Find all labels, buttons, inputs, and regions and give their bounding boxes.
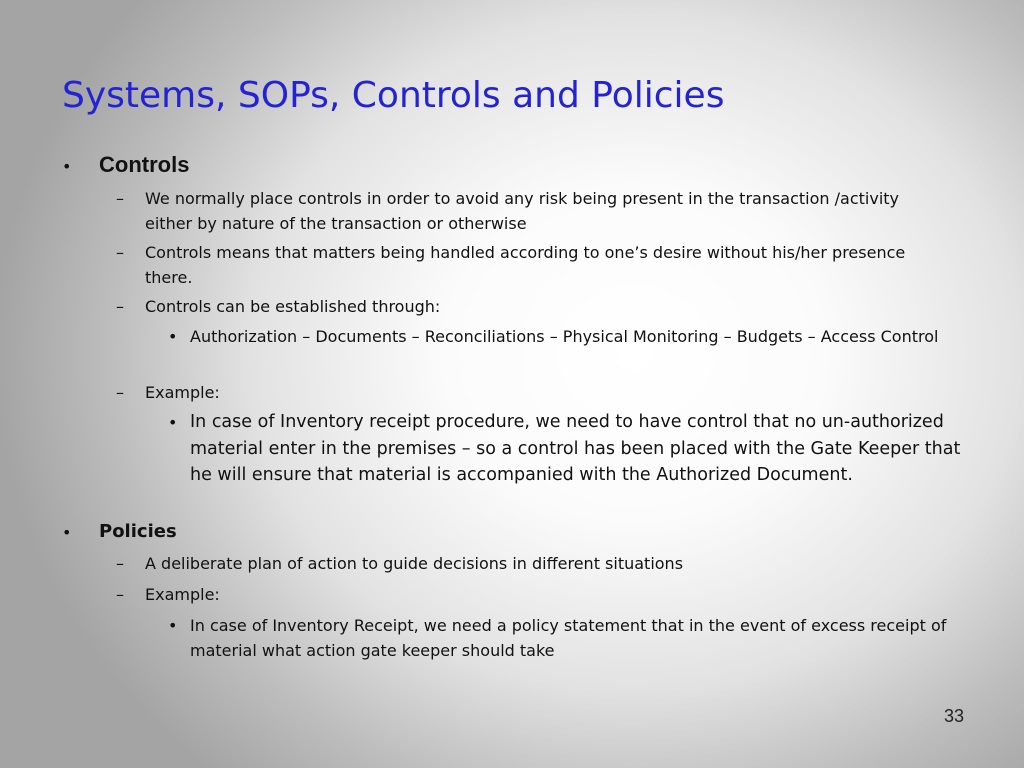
policies-heading: Policies [99, 521, 177, 542]
bullet-marker: • [168, 616, 178, 635]
dash-marker: – [116, 585, 124, 604]
policies-example-text: In case of Inventory Receipt, we need a policy statement that in the event of excess receipt of material what action gate keeper should take [190, 616, 947, 660]
bullet-marker: • [62, 523, 72, 542]
policies-item-1 [116, 551, 946, 576]
page-number: 33 [943, 706, 964, 726]
controls-item-text: Controls means that matters being handled according to one’s desire without his/her presence there. [145, 243, 906, 287]
controls-example [168, 409, 968, 489]
controls-item-3 [116, 294, 946, 319]
bullet-controls [62, 152, 962, 178]
controls-heading: Controls [99, 152, 190, 177]
policies-item-2 [116, 582, 946, 607]
controls-item-2 [116, 240, 946, 290]
controls-item-text: We normally place controls in order to avoid any risk being present in the transaction /activity either by nature of the transaction or otherwise [145, 189, 900, 233]
policies-item-text: A deliberate plan of action to guide decisions in different situations [145, 554, 684, 573]
dash-marker: – [116, 383, 124, 402]
bullet-marker: • [168, 327, 178, 346]
bullet-marker: • [168, 413, 178, 432]
slide-title: Systems, SOPs, Controls and Policies [62, 75, 725, 116]
bullet-marker: • [62, 157, 72, 176]
policies-example [168, 613, 968, 663]
established-through-text: Authorization – Documents – Reconciliations – Physical Monitoring – Budgets – Access Control [190, 327, 939, 346]
dash-marker: – [116, 554, 124, 573]
dash-marker: – [116, 243, 124, 262]
policies-item-text: Example: [145, 585, 220, 604]
controls-established-through [168, 324, 968, 349]
controls-item-text: Example: [145, 383, 220, 402]
dash-marker: – [116, 297, 124, 316]
controls-item-text: Controls can be established through: [145, 297, 441, 316]
controls-item-1 [116, 186, 946, 236]
dash-marker: – [116, 189, 124, 208]
controls-item-4 [116, 380, 946, 405]
controls-example-text: In case of Inventory receipt procedure, we need to have control that no un-authorized material enter in the premises – so a control has been placed with the Gate Keeper that he will ensure that material is accompanied with the Authorized Document. [190, 412, 961, 485]
bullet-policies [62, 521, 962, 543]
